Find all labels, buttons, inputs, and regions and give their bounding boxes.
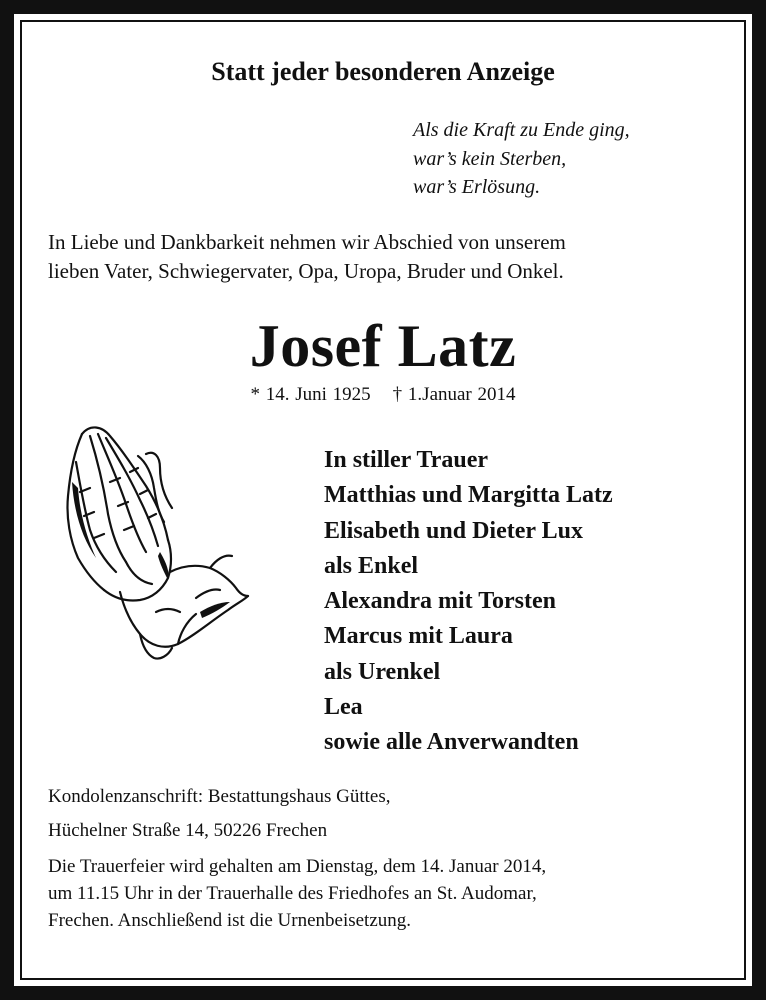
condolence-line: Hüchelner Straße 14, 50226 Frechen [48,820,328,841]
intro-line: In Liebe und Dankbarkeit nehmen wir Abschied von unserem [48,230,566,254]
death-date: † 1.Januar 2014 [392,384,516,405]
deceased-name: Josef Latz [249,313,517,379]
mourners-line: In stiller Trauer [324,447,488,473]
funeral-line: Die Trauerfeier wird gehalten am Dienstag, dem 14. Januar 2014, [48,856,547,877]
condolence-address [48,780,390,848]
mourners-line: Marcus mit Laura [324,623,513,650]
poem-line: war’s kein Sterben, [413,147,567,170]
mourners-line: Alexandra mit Torsten [324,588,557,615]
intro-line: lieben Vater, Schwiegervater, Opa, Uropa, Bruder und Onkel. [48,259,564,283]
funeral-line: um 11.15 Uhr in der Trauerhalle des Friedhofes an St. Audomar, [48,883,537,904]
headline: Statt jeder besonderen Anzeige [211,57,555,86]
mourners-line: Lea [324,694,363,721]
intro-text [48,228,738,286]
poem-line: Als die Kraft zu Ende ging, [413,119,630,141]
mourners-line: Matthias und Margitta Latz [324,482,613,509]
mourners-line: als Urenkel [324,658,441,685]
mourners-line: Elisabeth und Dieter Lux [324,517,583,544]
life-dates [0,384,766,406]
mourners-list [324,443,613,761]
mourners-line: als Enkel [324,552,419,579]
mourners-line: sowie alle Anverwandten [324,729,579,756]
birth-date: * 14. Juni 1925 [250,384,371,405]
praying-hands-icon [60,422,250,662]
funeral-details [48,853,748,934]
poem [413,116,630,202]
poem-line: war’s Erlösung. [413,176,541,198]
funeral-line: Frechen. Anschließend ist die Urnenbeisetzung. [48,910,412,931]
condolence-line: Kondolenzanschrift: Bestattungshaus Güttes, [48,786,391,807]
